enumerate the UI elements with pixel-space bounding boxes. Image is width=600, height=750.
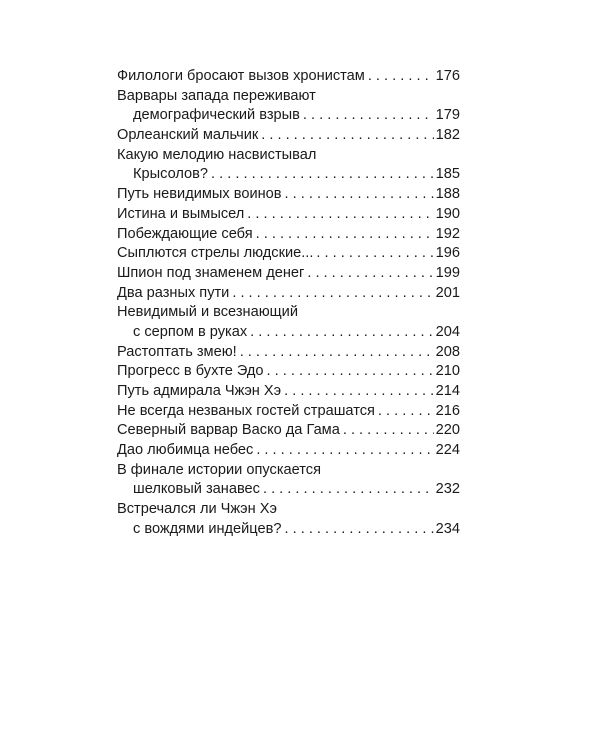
toc-entry-line [117,106,460,126]
toc-page-number: 185 [435,166,460,183]
toc-entry-line [117,421,460,441]
toc-entry [117,500,460,539]
toc-entry-title: Крысолов? [133,166,209,183]
toc-page-number: 196 [435,245,460,262]
toc-entry-line [117,185,460,205]
toc-entry-title: Сыплются стрелы людские... [117,245,314,262]
toc-entry-title: Орлеанский мальчик [117,127,259,144]
toc-entry-line [117,402,460,422]
toc-entry-title: Растоптать змею! [117,343,237,360]
toc-entry-title: В финале истории опускается [117,461,321,478]
toc-entry-title: шелковый занавес [133,481,260,498]
dot-leader [307,264,433,284]
dot-leader [247,205,433,225]
toc-entry-line [117,225,460,245]
toc-entry-title: с серпом в руках [133,323,248,340]
dot-leader [211,165,434,185]
dot-leader [284,382,434,402]
toc-entry [117,382,460,402]
toc-page-number: 176 [435,68,460,84]
toc-page-number: 216 [435,402,460,419]
toc-entry-line [117,500,460,520]
toc-entry-title: Филологи бросают вызов хронистам [117,68,365,84]
toc-entry [117,343,460,363]
toc-entry-title: Варвары запада переживают [117,87,316,104]
toc-entry [117,87,460,126]
toc-entry-line [117,264,460,284]
toc-entry-title: Побеждающие себя [117,225,253,242]
dot-leader [261,126,433,146]
toc-entry [117,441,460,461]
toc-entry-title: Шпион под знаменем денег [117,264,305,281]
toc-page-number: 188 [435,186,460,203]
toc-page-number: 214 [435,383,460,399]
toc-entry [117,362,460,382]
toc-entry-title: Невидимый и всезнающий [117,304,298,321]
toc-entry [117,284,460,304]
toc-entry-line [117,323,460,343]
toc-entry-line [117,461,460,481]
toc-entry-title: Дао любимца небес [117,442,254,459]
toc-entry-title: с вождями индейцев? [133,520,282,537]
toc-entry-line [117,480,460,500]
toc-entry-title: Путь невидимых воинов [117,186,282,203]
toc-entry-line [117,126,460,146]
toc-page-number: 232 [435,481,460,498]
dot-leader [368,67,434,87]
toc-page-number: 201 [435,284,460,301]
dot-leader [267,362,434,382]
toc-entry [117,146,460,185]
toc-entry [117,205,460,225]
dot-leader [250,323,433,343]
toc-entry-title: Истина и вымысел [117,205,245,222]
toc-entry [117,225,460,245]
dot-leader [303,106,434,126]
toc-entry-title: Прогресс в бухте Эдо [117,363,264,380]
toc-entry [117,244,460,264]
toc-entry-line [117,520,460,540]
dot-leader [378,402,434,422]
dot-leader [232,284,433,304]
toc-entry-line [117,343,460,363]
toc-entry-title: Два разных пути [117,284,230,301]
dot-leader [343,421,434,441]
dot-leader [316,244,433,264]
toc-entry-line [117,441,460,461]
toc-entry [117,185,460,205]
toc-page-number: 192 [435,225,460,242]
toc-entry [117,67,460,87]
toc-entry [117,421,460,441]
toc-entry-line [117,362,460,382]
toc-page-number: 204 [435,323,460,340]
dot-leader [256,225,434,245]
toc-entry-line [117,284,460,304]
toc-entry-line [117,146,460,166]
dot-leader [285,520,434,540]
toc-page-number: 179 [435,107,460,124]
toc-page-number: 182 [435,127,460,144]
table-of-contents [117,67,460,540]
toc-entry [117,264,460,284]
toc-page-number: 208 [435,343,460,360]
toc-entry-line [117,303,460,323]
toc-page-number: 210 [435,363,460,380]
toc-entry-line [117,244,460,264]
toc-page-number: 199 [435,264,460,281]
toc-entry [117,303,460,342]
dot-leader [263,480,434,500]
toc-page-number: 220 [435,422,460,439]
toc-entry [117,126,460,146]
toc-page-number: 224 [435,442,460,459]
dot-leader [256,441,433,461]
toc-entry-title: Встречался ли Чжэн Хэ [117,501,277,518]
toc-entry-title: Северный варвар Васко да Гама [117,422,340,439]
toc-entry-title: Какую мелодию насвистывал [117,146,317,163]
toc-entry-line [117,87,460,107]
dot-leader [285,185,434,205]
toc-entry-line [117,67,460,87]
toc-entry [117,402,460,422]
toc-page-number: 234 [435,520,460,537]
toc-page-number: 190 [435,205,460,222]
toc-entry [117,461,460,500]
toc-entry-line [117,165,460,185]
toc-entry-title: Путь адмирала Чжэн Хэ [117,383,282,399]
toc-entry-title: Не всегда незваных гостей страшатся [117,402,375,419]
dot-leader [240,343,434,363]
toc-entry-title: демографический взрыв [133,107,300,124]
toc-entry-line [117,205,460,225]
toc-entry-line [117,382,460,402]
